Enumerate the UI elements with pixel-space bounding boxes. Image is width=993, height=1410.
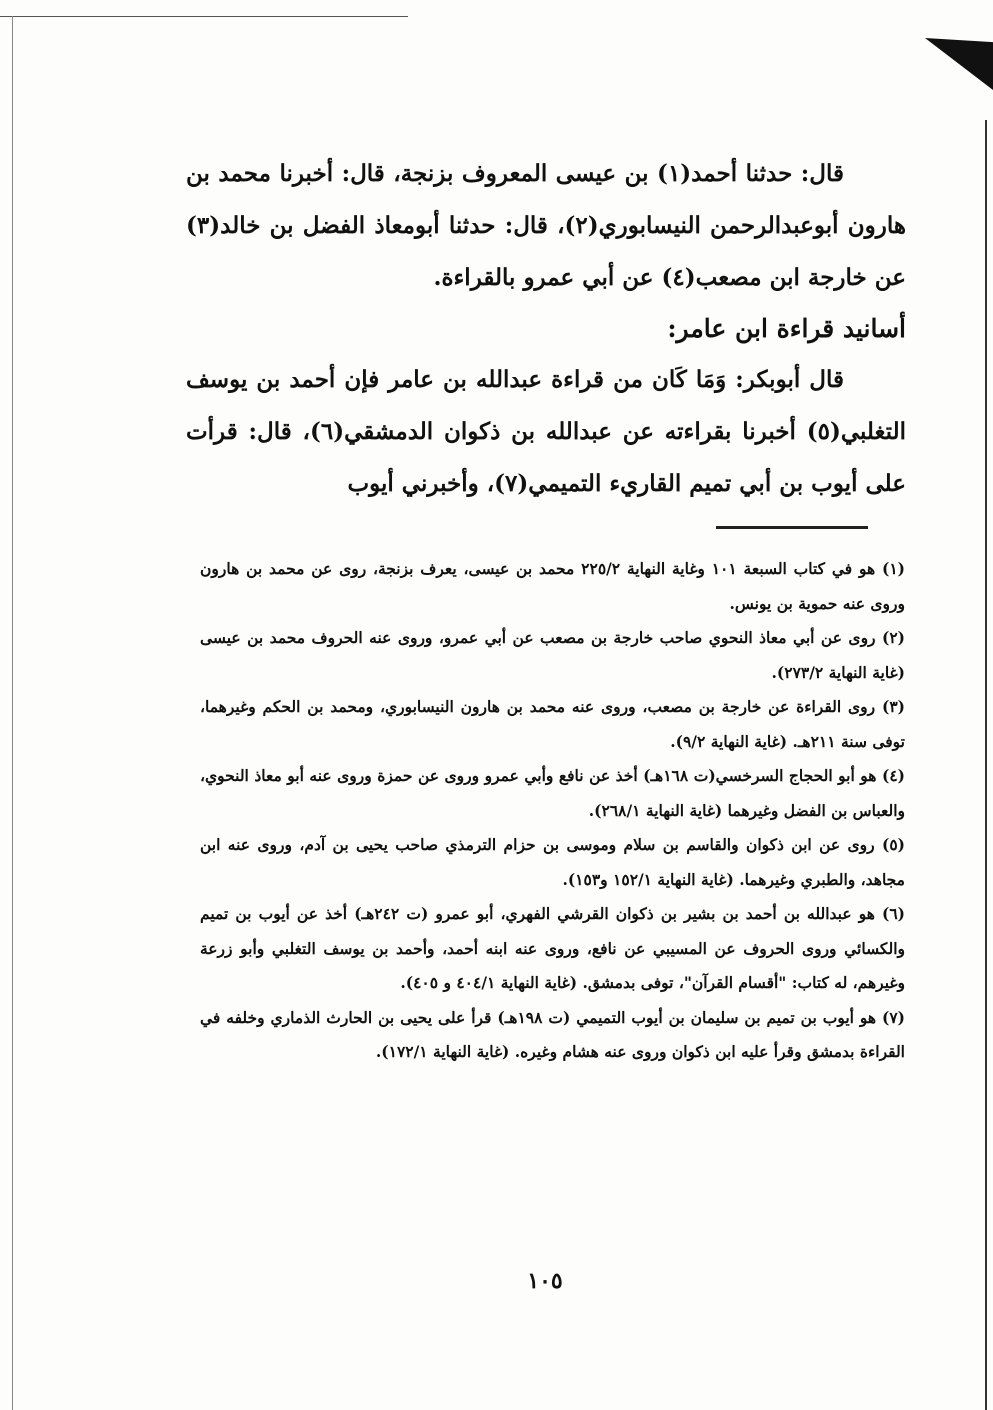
footnote-6: (٦) هو عبدالله بن أحمد بن بشير بن ذكوان القرشي الفهري، أبو عمرو (ت ٢٤٢هـ) أخذ عن أيوب بن تميم والكسائي وروى الحروف عن المسيبي عن نافع، وروى عنه ابنه أحمد، وأحمد بن يوسف التغلبي وأبو زرعة وغيرهم، له كتاب: "أقسام القرآن"، توفى بدمشق. (غاية النهاية ٤٠٤/١ و ٤٠٥).	[200, 904, 905, 992]
left-margin-rule	[12, 16, 13, 1410]
footnote-1: (١) هو في كتاب السبعة ١٠١ وغاية النهاية ٢٢٥/٢ محمد بن عيسى، يعرف بزنجة، روى عن محمد بن هارون وروى عنه حموية بن يونس.	[200, 559, 905, 613]
paragraph-2: قال أبوبكر: وَمَا كَان من قراءة عبدالله بن عامر فإن أحمد بن يوسف التغلبي(٥) أخبرنا بقراءته عن عبدالله بن ذكوان الدمشقي(٦)، قال: قرأت على أيوب بن أبي تميم القاريء التميمي(٧)، وأخبرني أيوب	[186, 366, 906, 497]
footnote-3: (٣) روى القراءة عن خارجة بن مصعب، وروى عنه محمد بن هارون النيسابوري، ومحمد بن الحكم وغيرهما، توفى سنة ٢١١هـ. (غاية النهاية ٩/٢).	[200, 697, 905, 751]
right-margin-rule	[985, 120, 987, 1410]
top-rule	[0, 16, 408, 17]
section-heading: أسانيد قراءة ابن عامر:	[667, 314, 906, 343]
footnote-7: (٧) هو أيوب بن تميم بن سليمان بن أيوب التميمي (ت ١٩٨هـ) قرأ على يحيى بن الحارث الذماري وخلفه في القراءة بدمشق وقرأ عليه ابن ذكوان وروى عنه هشام وغيره. (غاية النهاية ١٧٢/١).	[200, 1007, 905, 1061]
paragraph-1: قال: حدثنا أحمد(١) بن عيسى المعروف بزنجة، قال: أخبرنا محمد بن هارون أبوعبدالرحمن النيسابوري(٢)، قال: حدثنا أبومعاذ الفضل بن خالد(٣) عن خارجة ابن مصعب(٤) عن أبي عمرو بالقراءة.	[186, 160, 906, 291]
footnotes	[200, 552, 905, 1070]
footnote-separator	[716, 526, 868, 529]
main-text	[186, 148, 906, 510]
footnote-2: (٢) روى عن أبي معاذ النحوي صاحب خارجة بن مصعب عن أبي عمرو، وروى عنه الحروف محمد بن عيسى (غاية النهاية ٢٧٣/٢).	[200, 628, 905, 682]
corner-mark	[925, 38, 993, 90]
footnote-4: (٤) هو أبو الحجاج السرخسي(ت ١٦٨هـ) أخذ عن نافع وأبي عمرو وروى عن حمزة وروى عنه أبو معاذ النحوي، والعباس بن الفضل وغيرهما (غاية النهاية ٢٦٨/١).	[200, 766, 905, 820]
page-number: ١٠٥	[527, 1268, 563, 1294]
footnote-5: (٥) روى عن ابن ذكوان والقاسم بن سلام وموسى بن حزام الترمذي صاحب يحيى بن آدم، وروى عنه ابن مجاهد، والطبري وغيرهما. (غاية النهاية ١٥٢/١ و١٥٣).	[200, 835, 905, 889]
